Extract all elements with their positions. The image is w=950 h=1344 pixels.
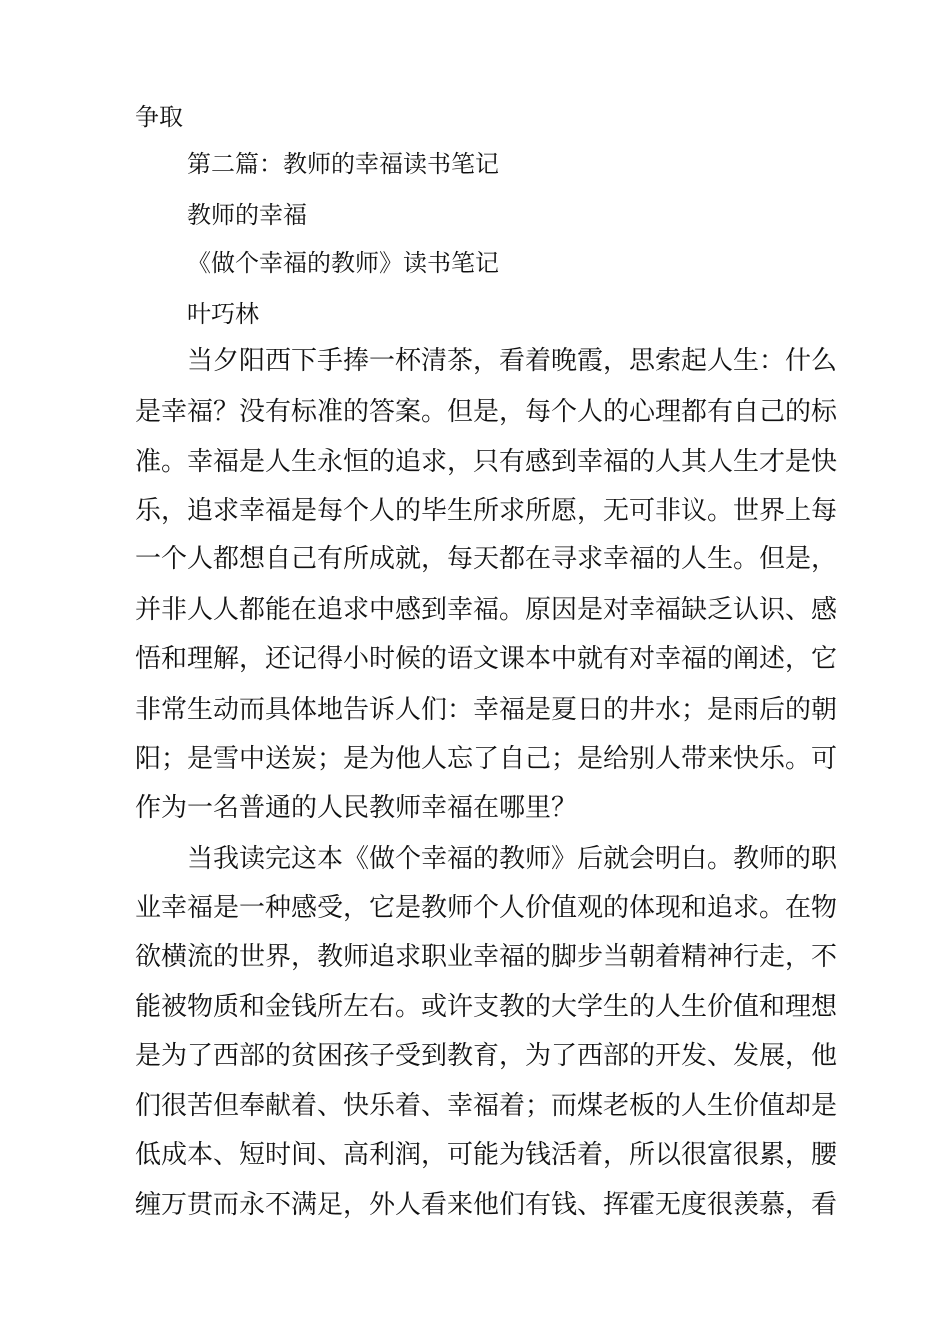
paragraph-line: 业幸福是一种感受，它是教师个人价值观的体现和追求。在物 — [135, 893, 838, 923]
article-subtitle: 《做个幸福的教师》读书笔记 — [187, 249, 499, 277]
paragraph-line: 准。幸福是人生永恒的追求，只有感到幸福的人其人生才是快 — [135, 447, 838, 477]
article-title: 教师的幸福 — [187, 201, 307, 229]
previous-fragment: 争取 — [135, 103, 183, 131]
paragraph-line: 们很苦但奉献着、快乐着、幸福着；而煤老板的人生价值却是 — [135, 1091, 838, 1121]
author-name: 叶巧林 — [187, 300, 259, 328]
paragraph-line: 是为了西部的贫困孩子受到教育，为了西部的开发、发展，他 — [135, 1041, 838, 1071]
paragraph-line: 并非人人都能在追求中感到幸福。原因是对幸福缺乏认识、感 — [135, 595, 838, 625]
paragraph-line: 缠万贯而永不满足，外人看来他们有钱、挥霍无度很羡慕，看 — [135, 1190, 838, 1220]
section-heading: 第二篇：教师的幸福读书笔记 — [187, 150, 499, 178]
paragraph-line: 一个人都想自己有所成就，每天都在寻求幸福的人生。但是， — [135, 544, 838, 574]
paragraph-line: 阳；是雪中送炭；是为他人忘了自己；是给别人带来快乐。可 — [135, 744, 838, 774]
paragraph-line: 欲横流的世界，教师追求职业幸福的脚步当朝着精神行走，不 — [135, 942, 838, 972]
paragraph-line: 当夕阳西下手捧一杯清茶，看着晚霞，思索起人生：什么 — [187, 346, 838, 376]
paragraph-line: 低成本、短时间、高利润，可能为钱活着，所以很富很累，腰 — [135, 1140, 838, 1170]
paragraph-line: 是幸福？没有标准的答案。但是，每个人的心理都有自己的标 — [135, 397, 838, 427]
paragraph-line: 作为一名普通的人民教师幸福在哪里？ — [135, 793, 578, 823]
paragraph-line: 非常生动而具体地告诉人们：幸福是夏日的井水；是雨后的朝 — [135, 695, 838, 725]
paragraph-line: 悟和理解，还记得小时候的语文课本中就有对幸福的阐述，它 — [135, 644, 838, 674]
paragraph-line: 能被物质和金钱所左右。或许支教的大学生的人生价值和理想 — [135, 992, 838, 1022]
paragraph-line: 当我读完这本《做个幸福的教师》后就会明白。教师的职 — [187, 844, 838, 874]
paragraph-line: 乐，追求幸福是每个人的毕生所求所愿，无可非议。世界上每 — [135, 496, 838, 526]
